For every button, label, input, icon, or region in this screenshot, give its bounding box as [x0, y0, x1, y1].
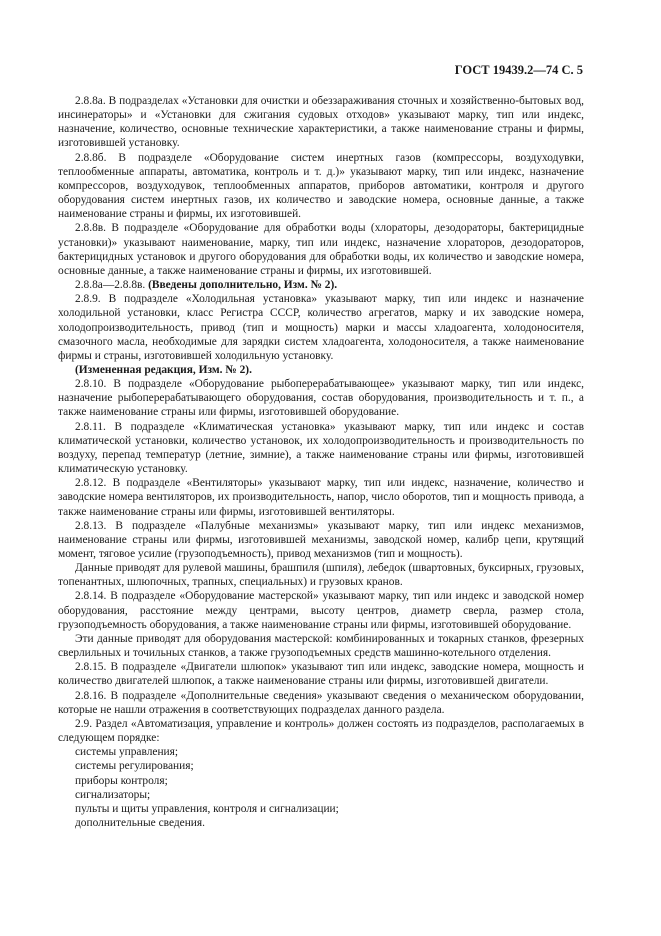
paragraph-text: 2.8.16. В подразделе «Дополнительные сведения» указывают сведения о механическом оборудовании, которые не нашли отражения в соответствующих подразделах данного раздела. [58, 689, 584, 716]
list-item: пульты и щиты управления, контроля и сигнализации; [75, 802, 339, 815]
paragraph [58, 589, 584, 631]
paragraph-text: 2.8.8б. В подразделе «Оборудование систем инертных газов (компрессоры, воздуходувки, теплообменные аппараты, автоматика, контроль и т. д.)» указывают марку, тип или индекс, назначение компрессоров, воздуходувок, теплообменных аппаратов, приборов автоматики, контроля и другого оборудования систем инертных газов, их количество и заводские номера, основные данные, а также наименование страны и фирмы, их изготовившей. [58, 151, 584, 221]
paragraph-text: 2.8.9. В подразделе «Холодильная установка» указывают марку, тип или индекс и назначение холодильной установки, класс Регистра СССР, количество агрегатов, марку и их заводские номера, холодопроизводительность, привод (тип и мощность) марки и массы хладоагента, холодоносителя, смазочного масла, необходимые для зарядки систем хладоагента, холодоносителя, а также наименование фирмы и страны, изготовившей холодильную установку. [58, 293, 584, 362]
paragraph [58, 420, 584, 477]
paragraph-text: 2.8.14. В подразделе «Оборудование мастерской» указывают марку, тип или индекс и заводской номер оборудования, расстояние между центрами, высоту центров, диаметр сверла, размер стола, грузоподъемность оборудования, а также наименование страны или фирмы, изготовившей оборудование. [58, 590, 584, 631]
paragraph [58, 561, 584, 589]
paragraph-text: 2.8.8а. В подразделах «Установки для очистки и обеззараживания сточных и хозяйственно-бытовых вод, инсинераторы» и «Установки для сжигания судовых отходов» указывают марку, тип или индекс, назначение, количество, основные технические характеристики, а также наименование страны и фирмы, изготовившей установку. [58, 95, 584, 150]
paragraph-text: 2.8.8а—2.8.8в. [75, 279, 146, 292]
paragraph-text: 2.9. Раздел «Автоматизация, управление и контроль» должен состоять из подразделов, располагаемых в следующем порядке: [58, 717, 584, 745]
paragraph-list [58, 94, 584, 745]
list-item: сигнализаторы; [75, 788, 151, 801]
paragraph-text: 2.8.8в. В подразделе «Оборудование для обработки воды (хлораторы, дезодораторы, бактерицидные установки)» указывают наименование, марку, тип или индекс, назначение хлораторов, дезодораторов, бактерицидных установок и другого оборудования для обработки воды, их количество и заводские номера, основные данные, а также наименование страны и фирмы, их изготовившей. [58, 222, 584, 277]
subsection-list [58, 745, 584, 830]
paragraph [58, 689, 584, 717]
list-item: системы регулирования; [75, 760, 194, 773]
paragraph [58, 717, 584, 745]
amendment-note: (Измененная редакция, Изм. № 2). [75, 363, 252, 376]
paragraph [58, 660, 584, 688]
paragraph [58, 94, 584, 151]
paragraph-text: 2.8.13. В подразделе «Палубные механизмы» указывают марку, тип или индекс механизмов, наименование страны или фирмы, изготовившей механизмы, заводской номер, калибр цепи, крутящий момент, тяговое усилие (грузоподъемность), привод механизмов (тип и мощность). [58, 519, 584, 560]
paragraph-text: Данные приводят для рулевой машины, брашпиля (шпиля), лебедок (швартовных, буксирных, грузовых, топенантных, шлюпочных, трапных, специальных) и грузовых кранов. [58, 562, 584, 589]
paragraph-text: 2.8.15. В подразделе «Двигатели шлюпок» указывают тип или индекс, заводские номера, мощность и количество двигателей шлюпок, а также наименование страны или фирмы, изготовившей двигатели. [58, 661, 584, 688]
list-item: дополнительные сведения. [75, 816, 205, 829]
amendment-note: (Введены дополнительно, Изм. № 2). [148, 279, 338, 292]
paragraph [58, 377, 584, 419]
paragraph [58, 221, 584, 278]
paragraph-text: 2.8.10. В подразделе «Оборудование рыбоперерабатывающее» указывают марку, тип или индекс, назначение рыбоперерабатывающего оборудования, состав оборудования, производительность и т. п., а также наименование страны или фирмы, изготовившей оборудование. [58, 378, 584, 419]
paragraph-text: 2.8.12. В подразделе «Вентиляторы» указывают марку, тип или индекс, назначение, количество и заводские номера вентиляторов, их производительность, напор, число оборотов, тип и мощность привода, а также наименование страны или фирмы, изготовившей вентиляторы. [58, 477, 584, 518]
page-header: ГОСТ 19439.2—74 С. 5 [454, 63, 583, 77]
list-item: системы управления; [75, 746, 179, 759]
paragraph [58, 519, 584, 561]
paragraph [58, 278, 584, 292]
paragraph [58, 476, 584, 518]
paragraph [58, 632, 584, 660]
paragraph-text: Эти данные приводят для оборудования мастерской: комбинированных и токарных станков, фрезерных сверлильных и точильных станков, а также грузоподъемных средств машинно-котельного отделения. [58, 632, 584, 660]
document-body [58, 94, 584, 830]
paragraph [58, 151, 584, 222]
paragraph [58, 292, 584, 363]
paragraph [58, 363, 584, 377]
list-item: приборы контроля; [75, 774, 168, 787]
paragraph-text: 2.8.11. В подразделе «Климатическая установка» указывают марку, тип или индекс и состав климатической установки, количество установок, их холодопроизводительность и производительность по воздуху, перепад температур (летние, зимние), а также наименование страны или фирмы, изготовившей климатическую установку. [58, 420, 584, 476]
